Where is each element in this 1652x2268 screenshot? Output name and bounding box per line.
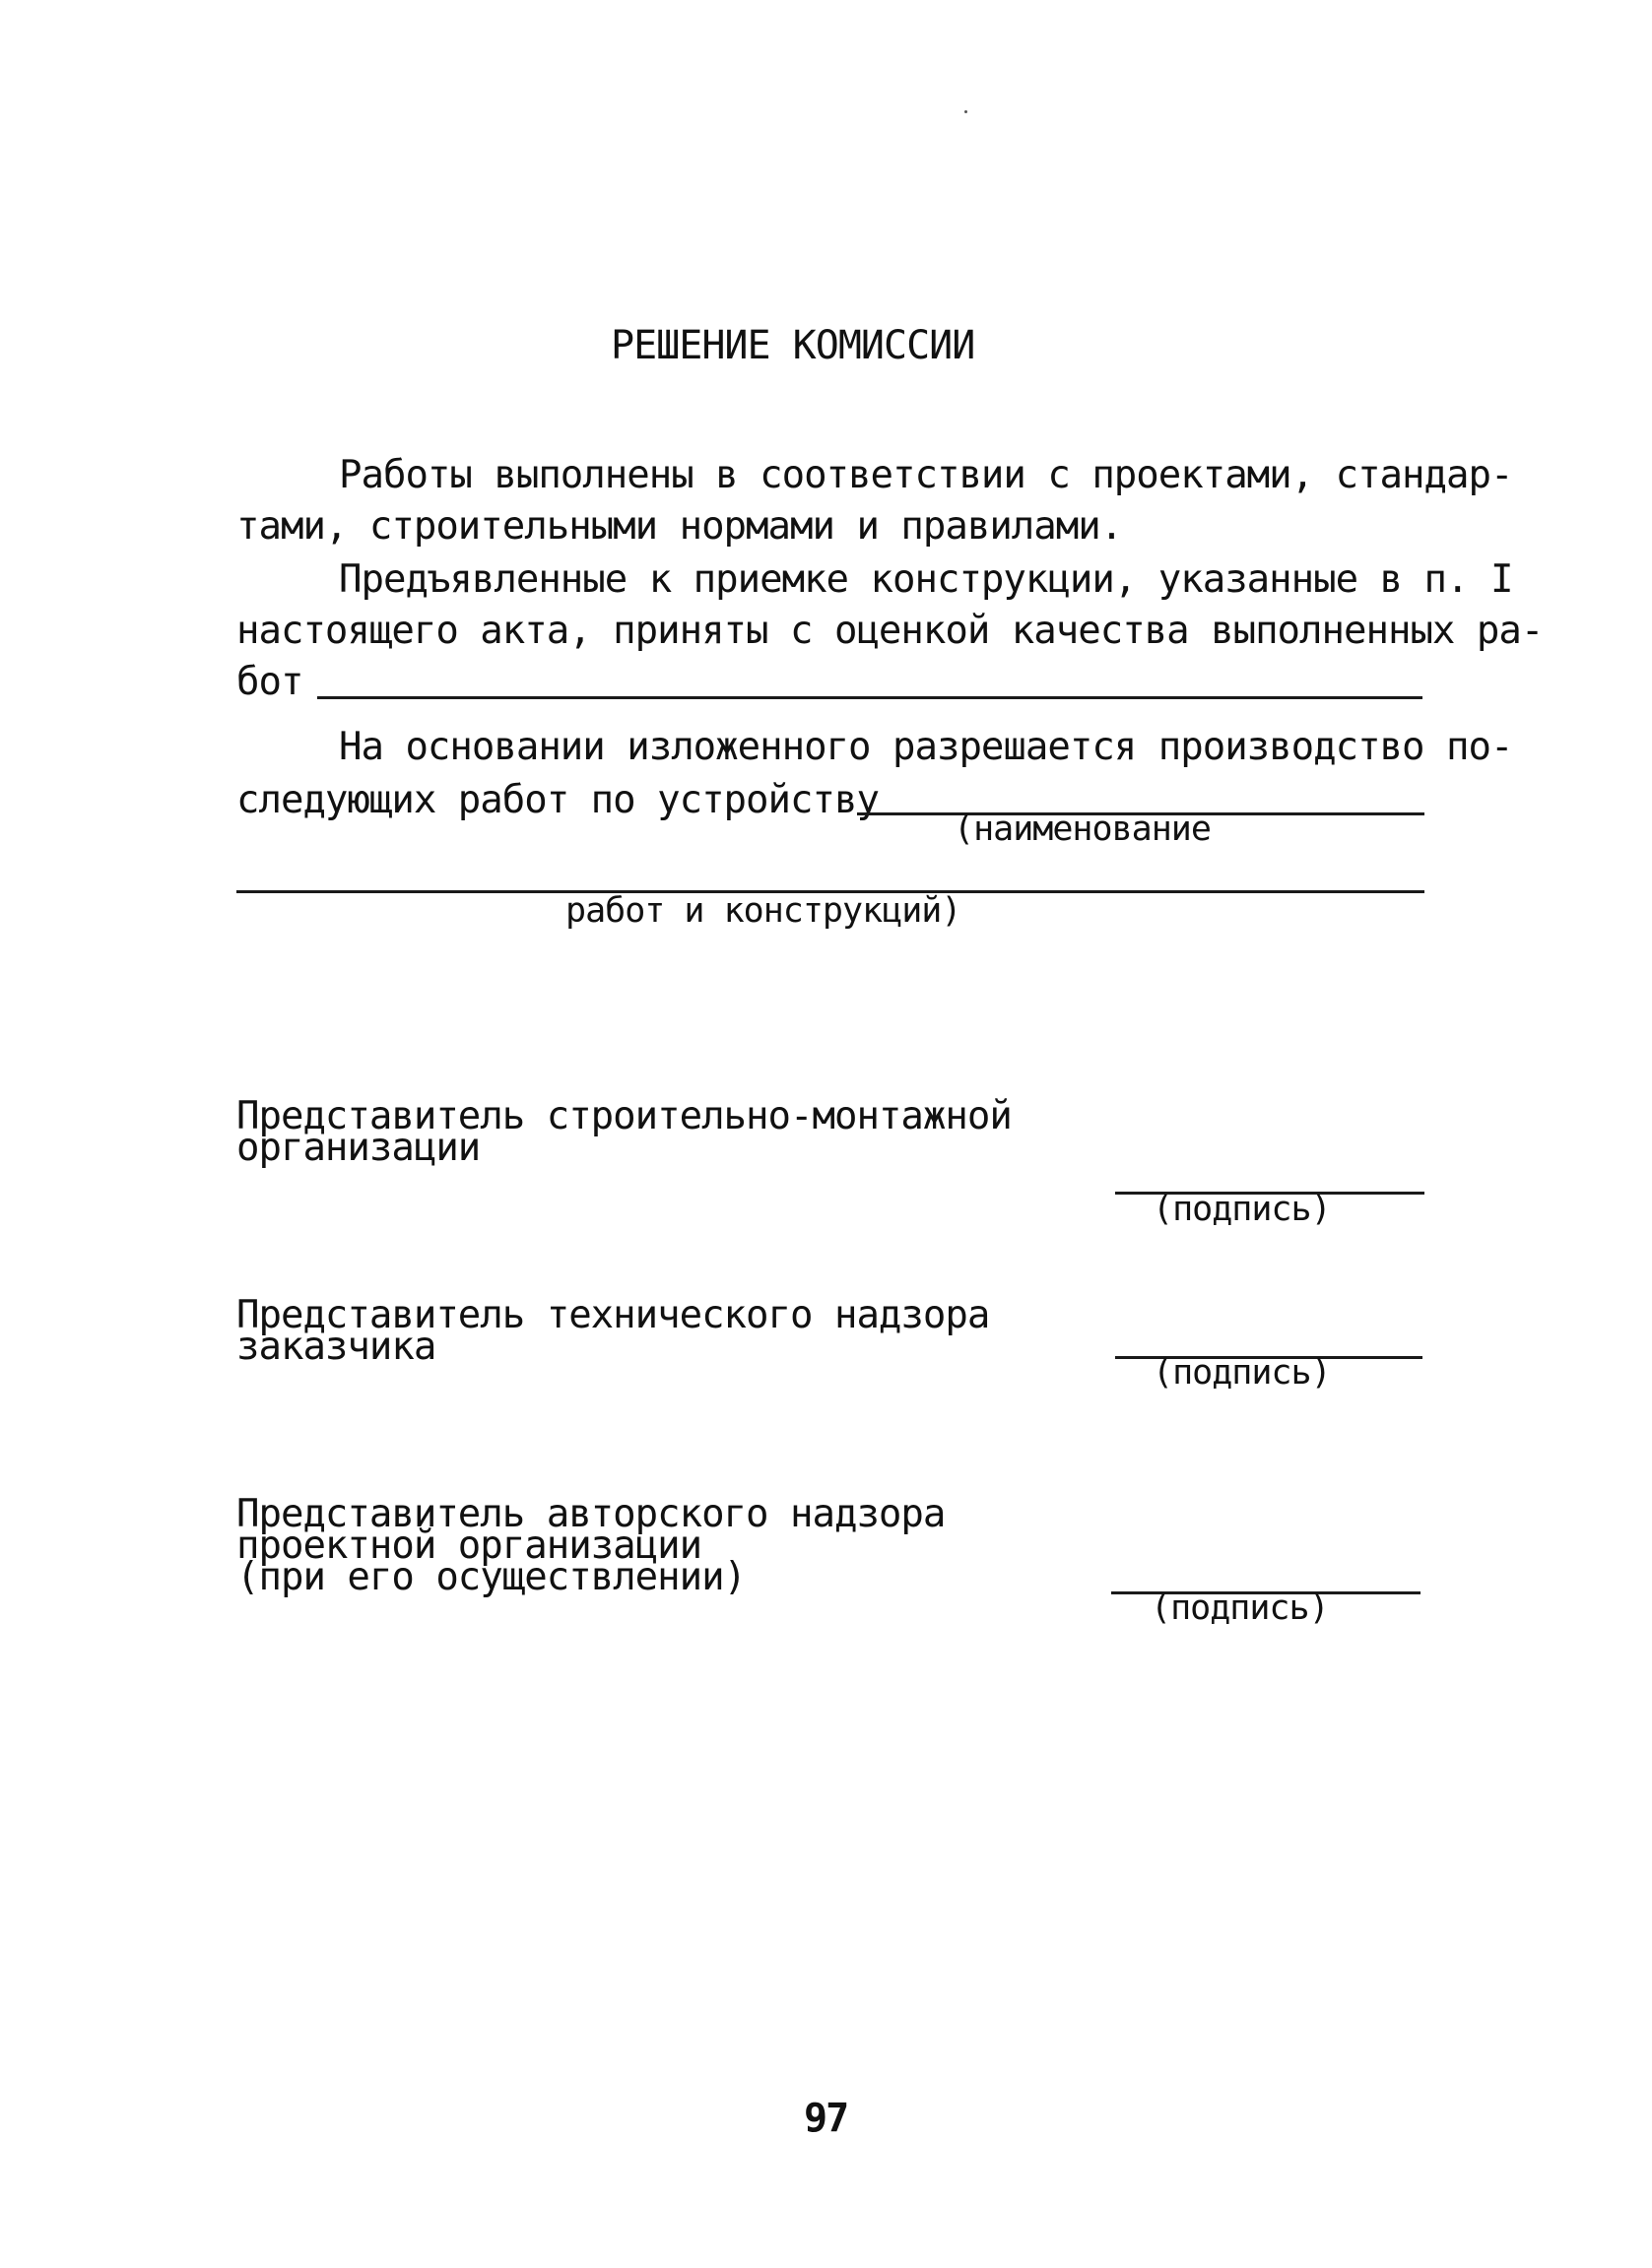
signature3-role-line2: проектной организации bbox=[236, 1523, 702, 1568]
document-title: РЕШЕНИЕ КОМИССИИ bbox=[611, 323, 975, 368]
paragraph3-line1: На основании изложенного разрешается производство по- bbox=[339, 725, 1513, 769]
signature2-caption: (подпись) bbox=[1153, 1353, 1331, 1393]
paragraph2-line2: настоящего акта, приняты с оценкой качества выполненных ра- bbox=[236, 609, 1544, 653]
signature2-role-line1: Представитель технического надзора bbox=[236, 1293, 990, 1337]
quality-assessment-line bbox=[317, 696, 1422, 699]
paragraph3-line2: следующих работ по устройству bbox=[236, 778, 879, 822]
signature1-role-line2: организации bbox=[236, 1126, 481, 1170]
page-number: 97 bbox=[804, 2096, 848, 2141]
paragraph1-line2: тами, строительными нормами и правилами. bbox=[236, 504, 1123, 549]
signature2-role-line2: заказчика bbox=[236, 1325, 436, 1369]
works-name-caption-2: работ и конструкций) bbox=[565, 891, 961, 931]
paragraph2-line1: Предъявленные к приемке конструкции, указанные в п. I bbox=[339, 557, 1513, 602]
paragraph2-line3: бот bbox=[236, 660, 303, 704]
paragraph1-line1: Работы выполнены в соответствии с проектами, стандар- bbox=[339, 453, 1513, 497]
signature1-caption: (подпись) bbox=[1153, 1190, 1331, 1229]
signature1-role-line1: Представитель строительно-монтажной bbox=[236, 1094, 1012, 1138]
signature3-role-line1: Представитель авторского надзора bbox=[236, 1492, 946, 1536]
signature3-caption: (подпись) bbox=[1151, 1588, 1329, 1628]
scan-speck bbox=[964, 110, 967, 113]
signature3-role-line3: (при его осуществлении) bbox=[236, 1555, 747, 1599]
works-name-caption-1: (наименование bbox=[954, 810, 1211, 849]
